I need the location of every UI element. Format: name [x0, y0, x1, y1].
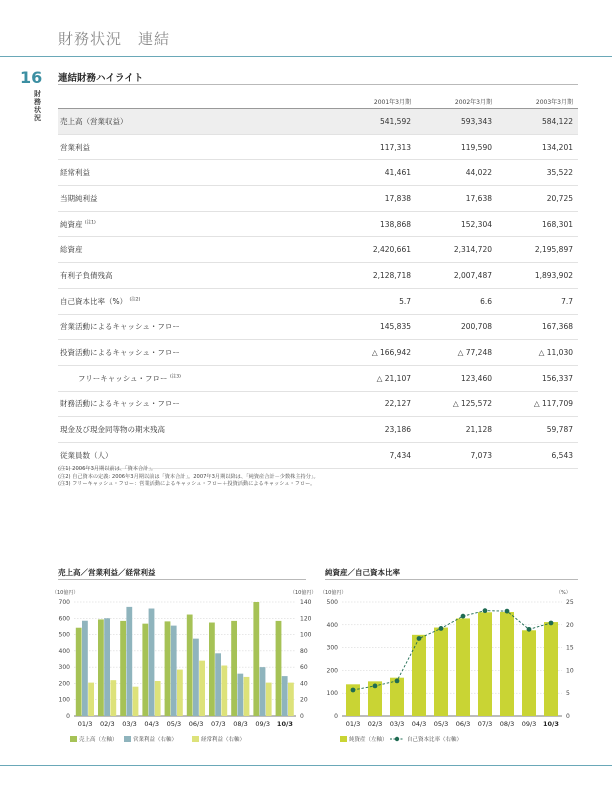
- table-row: [58, 186, 578, 212]
- left-axis-tick: 300: [326, 644, 338, 652]
- bar-sales: [253, 602, 259, 716]
- cell-value: △ 117,709: [497, 391, 578, 417]
- legend-swatch: [192, 736, 199, 742]
- bar-operating-income: [237, 674, 243, 716]
- cell-value: 200,708: [416, 314, 497, 340]
- bar-operating-income: [171, 626, 177, 716]
- page-header-title: 財務状況 連結: [58, 30, 171, 48]
- cell-value: 17,838: [335, 186, 416, 212]
- cell-value: △ 11,030: [497, 340, 578, 366]
- row-label: [58, 211, 335, 237]
- chart-divider: [58, 579, 306, 580]
- legend-label: 売上高（左軸）: [79, 737, 118, 743]
- row-label-text: 投資活動によるキャッシュ・フロー: [60, 348, 180, 358]
- cell-value: 41,461: [335, 160, 416, 186]
- row-label: [58, 160, 335, 186]
- cell-value: 593,343: [416, 109, 497, 135]
- cell-value: 584,122: [497, 109, 578, 135]
- bar-sales: [76, 628, 82, 716]
- row-label: [58, 340, 335, 366]
- left-axis-tick: 500: [326, 599, 338, 606]
- row-label: [58, 186, 335, 212]
- x-axis-tick: 01/3: [345, 720, 361, 728]
- x-axis-tick: 08/3: [233, 720, 248, 728]
- left-axis-tick: 400: [326, 621, 338, 629]
- right-axis-tick: 15: [566, 644, 574, 652]
- cell-value: 167,368: [497, 314, 578, 340]
- right-axis-tick: 0: [300, 713, 304, 720]
- right-axis-tick: 60: [300, 664, 308, 672]
- bar-sales: [120, 621, 126, 716]
- table-row: [58, 442, 578, 468]
- footnote: (注2) 自己資本の定義: 2006年3月期以前は「資本合計」。2007年3月期以降は、「純資産合計－少数株主持分」。: [58, 473, 319, 480]
- x-axis-tick: 06/3: [188, 720, 204, 728]
- cell-value: 21,128: [416, 417, 497, 443]
- table-row: [58, 417, 578, 443]
- table-row: [58, 237, 578, 263]
- footnote: (注3) フリーキャッシュ・フロー：営業活動によるキャッシュ・フロー＋投資活動によるキャッシュ・フロー。: [58, 481, 316, 487]
- table-row: [58, 391, 578, 417]
- x-axis-tick: 05/3: [166, 720, 182, 728]
- bar-net-assets: [544, 622, 558, 716]
- legend-swatch: [70, 736, 77, 742]
- section-title: 連結財務ハイライト: [58, 73, 144, 84]
- row-label-text: 売上高（営業収益）: [60, 116, 128, 126]
- header-divider: [0, 56, 612, 57]
- table-row: [58, 134, 578, 160]
- bar-net-assets: [522, 630, 536, 716]
- cell-value: 22,127: [335, 391, 416, 417]
- table-row: [58, 314, 578, 340]
- row-label: [58, 263, 335, 289]
- footnote-marker: (注2): [129, 297, 141, 303]
- bar-ordinary-income: [133, 687, 139, 716]
- equity-ratio-point: [549, 621, 554, 626]
- table-row: [58, 340, 578, 366]
- row-label-text: 現金及び現金同等物の期末残高: [60, 425, 165, 435]
- bar-ordinary-income: [88, 683, 94, 716]
- footnote-marker: (注1): [84, 220, 96, 226]
- cell-value: 17,638: [416, 186, 497, 212]
- right-axis-tick: 40: [300, 680, 308, 688]
- left-axis-tick: 600: [58, 615, 70, 623]
- left-axis-tick: 300: [58, 664, 70, 672]
- chart-divider: [325, 579, 578, 580]
- row-label-text: 従業員数（人）: [60, 450, 113, 460]
- chart-title-sales: 売上高／営業利益／経常利益: [58, 568, 156, 577]
- x-axis-tick: 05/3: [433, 720, 449, 728]
- cell-value: 7,073: [416, 442, 497, 468]
- table-row: [58, 160, 578, 186]
- row-label: [58, 365, 335, 391]
- footnote: (注1) 2006年3月期以前は、「資本合計」。: [58, 466, 157, 472]
- x-axis-tick: 02/3: [367, 720, 383, 728]
- bar-net-assets: [478, 612, 492, 716]
- cell-value: 123,460: [416, 365, 497, 391]
- right-axis-tick: 20: [300, 696, 308, 704]
- cell-value: △ 166,942: [335, 340, 416, 366]
- left-axis-tick: 100: [326, 690, 338, 698]
- row-label-text: 営業利益: [60, 142, 90, 152]
- footnotes: [58, 466, 578, 489]
- x-axis-tick: 03/3: [122, 720, 137, 728]
- cell-value: 44,022: [416, 160, 497, 186]
- bar-sales: [276, 621, 282, 716]
- x-axis-tick: 07/3: [210, 720, 226, 728]
- x-axis-tick: 06/3: [455, 720, 471, 728]
- table-row: [58, 288, 578, 314]
- x-axis-tick: 10/3: [543, 720, 559, 728]
- financial-highlights-table: [58, 94, 578, 469]
- row-label: [58, 417, 335, 443]
- equity-ratio-point: [373, 684, 378, 689]
- row-label-text: 経常利益: [60, 168, 90, 178]
- row-label: [58, 237, 335, 263]
- cell-value: 35,522: [497, 160, 578, 186]
- right-axis-unit: （10億円）: [290, 590, 317, 596]
- left-axis-unit: （10億円）: [320, 590, 347, 596]
- cell-value: △ 125,572: [416, 391, 497, 417]
- right-axis-unit: （%）: [556, 590, 571, 596]
- table-row: [58, 263, 578, 289]
- cell-value: △ 21,107: [335, 365, 416, 391]
- bar-sales: [231, 621, 237, 716]
- left-axis-tick: 400: [58, 647, 70, 655]
- bar-operating-income: [215, 653, 221, 716]
- cell-value: 2,420,661: [335, 237, 416, 263]
- right-axis-tick: 25: [566, 599, 574, 606]
- left-axis-tick: 200: [58, 680, 70, 688]
- x-axis-tick: 10/3: [276, 720, 293, 728]
- equity-ratio-point: [417, 636, 422, 641]
- x-axis-tick: 01/3: [77, 720, 93, 728]
- row-label: [58, 109, 335, 135]
- cell-value: 2,007,487: [416, 263, 497, 289]
- table-header-blank: [58, 94, 335, 109]
- bar-sales: [209, 623, 215, 716]
- x-axis-tick: 07/3: [477, 720, 493, 728]
- cell-value: 5.7: [335, 288, 416, 314]
- cell-value: 6,543: [497, 442, 578, 468]
- legend-label: 自己資本比率（右軸）: [407, 737, 463, 743]
- legend-swatch: [395, 737, 399, 741]
- x-axis-tick: 04/3: [411, 720, 427, 728]
- bar-sales: [165, 621, 171, 716]
- bar-ordinary-income: [288, 683, 294, 716]
- bar-ordinary-income: [266, 683, 272, 716]
- sales-profit-chart: [52, 584, 322, 754]
- bar-operating-income: [282, 676, 288, 716]
- left-axis-unit: （10億円）: [52, 590, 79, 596]
- right-axis-tick: 10: [566, 667, 574, 675]
- cell-value: 156,337: [497, 365, 578, 391]
- right-axis-tick: 80: [300, 647, 308, 655]
- cell-value: 541,592: [335, 109, 416, 135]
- bar-sales: [98, 619, 104, 716]
- x-axis-tick: 03/3: [389, 720, 405, 728]
- bar-net-assets: [456, 618, 470, 716]
- right-axis-tick: 140: [300, 599, 312, 606]
- cell-value: 2,195,897: [497, 237, 578, 263]
- left-axis-tick: 100: [58, 696, 70, 704]
- cell-value: 117,313: [335, 134, 416, 160]
- bar-ordinary-income: [177, 670, 183, 716]
- footnote-marker: (注3): [169, 374, 181, 380]
- legend-swatch: [124, 736, 131, 742]
- table-row: [58, 211, 578, 237]
- cell-value: 7,434: [335, 442, 416, 468]
- cell-value: 168,301: [497, 211, 578, 237]
- right-axis-tick: 120: [300, 615, 312, 623]
- bar-net-assets: [434, 628, 448, 716]
- bar-operating-income: [149, 609, 155, 716]
- legend-label: 営業利益（右軸）: [133, 737, 178, 743]
- left-axis-tick: 0: [66, 713, 70, 720]
- row-label-text: 財務活動によるキャッシュ・フロー: [60, 399, 180, 409]
- row-label: [58, 442, 335, 468]
- cell-value: 145,835: [335, 314, 416, 340]
- right-axis-tick: 0: [566, 713, 570, 720]
- x-axis-tick: 09/3: [255, 720, 271, 728]
- column-header: 2002年3月期: [416, 94, 497, 109]
- bar-operating-income: [193, 639, 199, 716]
- equity-ratio-point: [439, 626, 444, 631]
- right-axis-tick: 5: [566, 690, 570, 698]
- column-header: 2003年3月期: [497, 94, 578, 109]
- bar-ordinary-income: [155, 681, 161, 716]
- left-axis-tick: 0: [334, 713, 338, 720]
- chart-title-equity: 純資産／自己資本比率: [325, 568, 400, 577]
- equity-ratio-point: [527, 627, 532, 632]
- table-row: [58, 109, 578, 135]
- equity-ratio-point: [461, 614, 466, 619]
- equity-ratio-point: [483, 608, 488, 613]
- bar-operating-income: [126, 607, 132, 716]
- section-divider: [58, 84, 578, 85]
- right-axis-tick: 20: [566, 621, 574, 629]
- cell-value: 2,314,720: [416, 237, 497, 263]
- cell-value: 23,186: [335, 417, 416, 443]
- cell-value: 1,893,902: [497, 263, 578, 289]
- cell-value: 2,128,718: [335, 263, 416, 289]
- bar-operating-income: [82, 621, 88, 716]
- cell-value: 152,304: [416, 211, 497, 237]
- table-row: [58, 365, 578, 391]
- bar-ordinary-income: [199, 661, 205, 716]
- equity-ratio-point: [395, 678, 400, 683]
- bar-ordinary-income: [110, 680, 116, 716]
- left-axis-tick: 700: [58, 599, 70, 606]
- row-label: [58, 288, 335, 314]
- legend-label: 純資産（左軸）: [349, 737, 388, 743]
- x-axis-tick: 09/3: [521, 720, 537, 728]
- cell-value: 134,201: [497, 134, 578, 160]
- bar-ordinary-income: [244, 677, 250, 716]
- cell-value: 6.6: [416, 288, 497, 314]
- row-label-text: 自己資本比率（%）: [60, 296, 128, 306]
- left-axis-tick: 200: [326, 667, 338, 675]
- cell-value: 119,590: [416, 134, 497, 160]
- bar-operating-income: [260, 667, 266, 716]
- equity-ratio-point: [505, 609, 510, 614]
- cell-value: 7.7: [497, 288, 578, 314]
- bar-operating-income: [104, 618, 110, 716]
- page-number: 16: [20, 68, 43, 87]
- legend-label: 経常利益（右軸）: [201, 737, 246, 743]
- column-header: 2001年3月期: [335, 94, 416, 109]
- bar-net-assets: [390, 678, 404, 716]
- cell-value: △ 77,248: [416, 340, 497, 366]
- footer-divider: [0, 765, 612, 766]
- row-label-text: 当期純利益: [60, 193, 98, 203]
- bar-sales: [142, 624, 148, 716]
- row-label: [58, 391, 335, 417]
- bar-ordinary-income: [221, 666, 227, 716]
- row-label-text: 総資産: [60, 245, 83, 255]
- x-axis-tick: 08/3: [499, 720, 515, 728]
- cell-value: 59,787: [497, 417, 578, 443]
- cell-value: 138,868: [335, 211, 416, 237]
- right-axis-tick: 100: [300, 631, 312, 639]
- row-label-text: 純資産: [60, 219, 83, 229]
- cell-value: 20,725: [497, 186, 578, 212]
- left-axis-tick: 500: [58, 631, 70, 639]
- equity-ratio-chart: [318, 584, 586, 754]
- equity-ratio-line: [353, 611, 551, 690]
- x-axis-tick: 04/3: [144, 720, 160, 728]
- equity-ratio-point: [351, 688, 356, 693]
- side-section-label: 財務状況: [34, 90, 41, 122]
- table-header-row: [58, 94, 578, 109]
- row-label-text: フリーキャッシュ・フロー: [78, 373, 168, 383]
- row-label: [58, 134, 335, 160]
- bar-sales: [187, 615, 193, 716]
- x-axis-tick: 02/3: [99, 720, 115, 728]
- row-label: [58, 314, 335, 340]
- row-label-text: 営業活動によるキャッシュ・フロー: [60, 322, 180, 332]
- row-label-text: 有利子負債残高: [60, 270, 113, 280]
- bar-net-assets: [500, 612, 514, 716]
- legend-swatch: [340, 736, 347, 742]
